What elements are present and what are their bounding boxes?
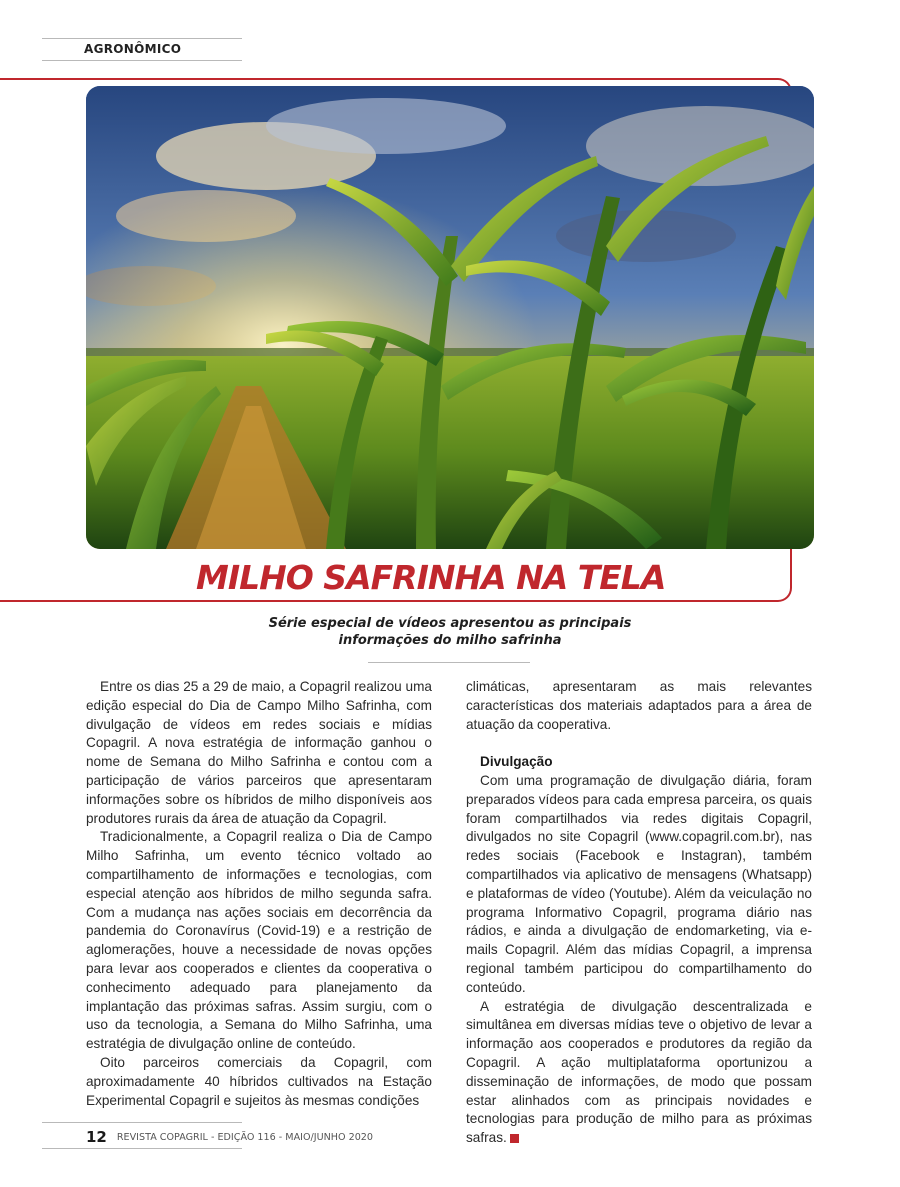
section-label: AGRONÔMICO	[84, 42, 182, 56]
body-paragraph: Com uma programação de divulgação diária, foram preparados vídeos para cada empresa parceira, os quais foram compartilhados via redes digitais Copagril, divulgados no site Copagril (www.copagril.com.br), nas redes sociais (Facebook e Instagran), também compartilhados via aplicativo de mensagens (Whatsapp) e plataformas de vídeo (Youtube). Além da veiculação no programa Informativo Copagril, programa diário nas rádios, e ainda a divulgação de endomarketing, via e-mails Copagril. Além das mídias Copagril, a imprensa regional também participou do compartilhamento do conteúdo.	[466, 772, 812, 995]
page-footer	[86, 1128, 373, 1146]
cornfield-illustration	[86, 86, 814, 549]
left-column	[86, 678, 432, 1110]
final-paragraph-text: A estratégia de divulgação descentralizada e simultânea em diversas mídias teve o objetivo de levar a informação aos cooperados e produtores da região da Copagril. A ação multiplataforma oportunizou a disseminação de informações, de modo que possam estar alinhados com as principais novidades e tecnologias para produção de milho para as próximas safras.	[466, 998, 812, 1146]
hero-image	[86, 86, 814, 549]
body-paragraph: Oito parceiros comerciais da Copagril, com aproximadamente 40 híbridos cultivados na Estação Experimental Copagril e sujeitos às mesmas condições	[86, 1054, 432, 1108]
footer-bottom-rule	[42, 1148, 242, 1149]
header-top-rule	[42, 38, 242, 39]
subtitle-rule	[368, 662, 530, 663]
footer-top-rule	[42, 1122, 242, 1123]
body-paragraph-continued: climáticas, apresentaram as mais relevantes características dos materiais adaptados para a área de atuação da cooperativa.	[466, 679, 812, 732]
page-number: 12	[86, 1128, 107, 1146]
body-paragraph-final	[466, 998, 812, 1148]
body-paragraph: Entre os dias 25 a 29 de maio, a Copagril realizou uma edição especial do Dia de Campo Milho Safrinha, com divulgação de vídeos em redes sociais e mídias Copagril. A nova estratégia de informação ganhou o nome de Semana do Milho Safrinha e contou com a participação de vários parceiros que apresentaram informações sobre os híbridos de milho disponíveis aos produtores rurais da área de atuação da Copagril.	[86, 679, 432, 826]
right-column	[466, 678, 812, 1148]
paragraph-spacer	[466, 734, 812, 753]
section-heading: Divulgação	[480, 754, 553, 770]
body-paragraph: Tradicionalmente, a Copagril realiza o Dia de Campo Milho Safrinha, um evento técnico voltado ao compartilhamento de informações e tecnologias, com especial atenção aos híbridos de milho segunda safra. Com a mudança nas ações sociais em decorrência da pandemia do Coronavírus (Covid-19) e a restrição de aglomerações, houve a necessidade de novas opções para levar aos cooperados e clientes da cooperativa o conhecimento adequado para planejamento da implantação das próximas safras. Assim surgiu, com o uso da tecnologia, a Semana do Milho Safrinha, uma estratégia de divulgação online de conteúdo.	[86, 829, 432, 1052]
publication-info: REVISTA COPAGRIL - EDIÇÃO 116 - MAIO/JUNHO 2020	[116, 1132, 374, 1143]
article-title: MILHO SAFRINHA NA TELA	[196, 558, 666, 597]
end-of-article-mark	[510, 1134, 519, 1143]
article-subtitle: Série especial de vídeos apresentou as principais informações do milho safrinha	[268, 616, 632, 648]
header-bottom-rule	[42, 60, 242, 61]
